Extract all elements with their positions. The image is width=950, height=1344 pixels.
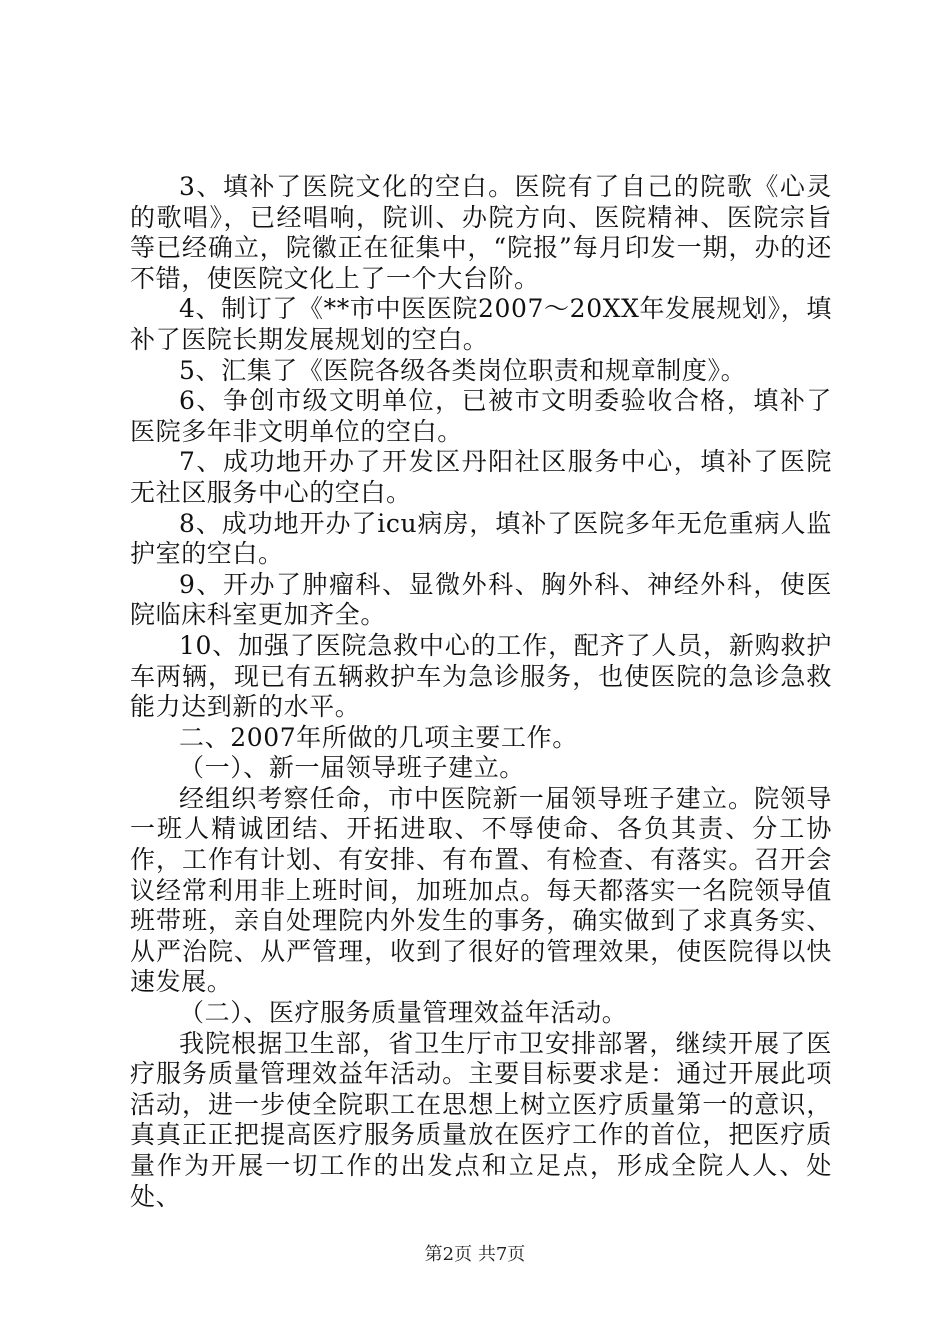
paragraph-leadership: 经组织考察任命，市中医院新一届领导班子建立。院领导一班人精诚团结、开拓进取、不辱使命、各负其责、分工协作，工作有计划、有安排、有布置、有检查、有落实。召开会议经常利用非上班时间，加班加点。每天都落实一名院领导值班带班，亲自处理院内外发生的事务，确实做到了求真务实、从严治院、从严管理，收到了很好的管理效果，使医院得以快速发展。 — [130, 783, 832, 997]
paragraph-achievement-8: 8、成功地开办了icu病房，填补了医院多年无危重病人监护室的空白。 — [130, 508, 832, 569]
page-footer: 第2页 共7页 — [424, 1244, 526, 1265]
paragraph-quality-activity: 我院根据卫生部，省卫生厅市卫安排部署，继续开展了医疗服务质量管理效益年活动。主要目标要求是：通过开展此项活动，进一步使全院职工在思想上树立医疗质量第一的意识，真真正正把提高医疗服务质量放在医疗工作的首位，把医疗质量作为开展一切工作的出发点和立足点，形成全院人人、处处、 — [130, 1028, 832, 1211]
paragraph-achievement-7: 7、成功地开办了开发区丹阳社区服务中心，填补了医院无社区服务中心的空白。 — [130, 447, 832, 507]
section-heading-2: 二、2007年所做的几项主要工作。 — [179, 722, 578, 752]
paragraph-achievement-9: 9、开办了肿瘤科、显微外科、胸外科、神经外科，使医院临床科室更加齐全。 — [130, 569, 832, 630]
paragraph-achievement-5: 5、汇集了《医院各级各类岗位职责和规章制度》。 — [179, 355, 747, 385]
paragraph-achievement-6: 6、争创市级文明单位，已被市文明委验收合格，填补了医院多年非文明单位的空白。 — [130, 386, 832, 446]
paragraph-achievement-4: 4、制订了《**市中医医院2007～20XX年发展规划》，填补了医院长期发展规划的空白。 — [130, 294, 832, 354]
paragraph-achievement-3: 3、填补了医院文化的空白。医院有了自己的院歌《心灵的歌唱》，已经唱响，院训、办院方向、医院精神、医院宗旨等已经确立，院徽正在征集中，“院报”每月印发一期，办的还不错，使医院文化上了一个大台阶。 — [130, 172, 832, 293]
paragraph-achievement-10: 10、加强了医院急救中心的工作，配齐了人员，新购救护车两辆，现已有五辆救护车为急诊服务，也使医院的急诊急救能力达到新的水平。 — [130, 630, 832, 722]
subsection-heading-2: （二）、医疗服务质量管理效益年活动。 — [179, 998, 628, 1028]
subsection-heading-1: （一）、新一届领导班子建立。 — [179, 753, 525, 783]
document-body — [130, 172, 832, 1212]
